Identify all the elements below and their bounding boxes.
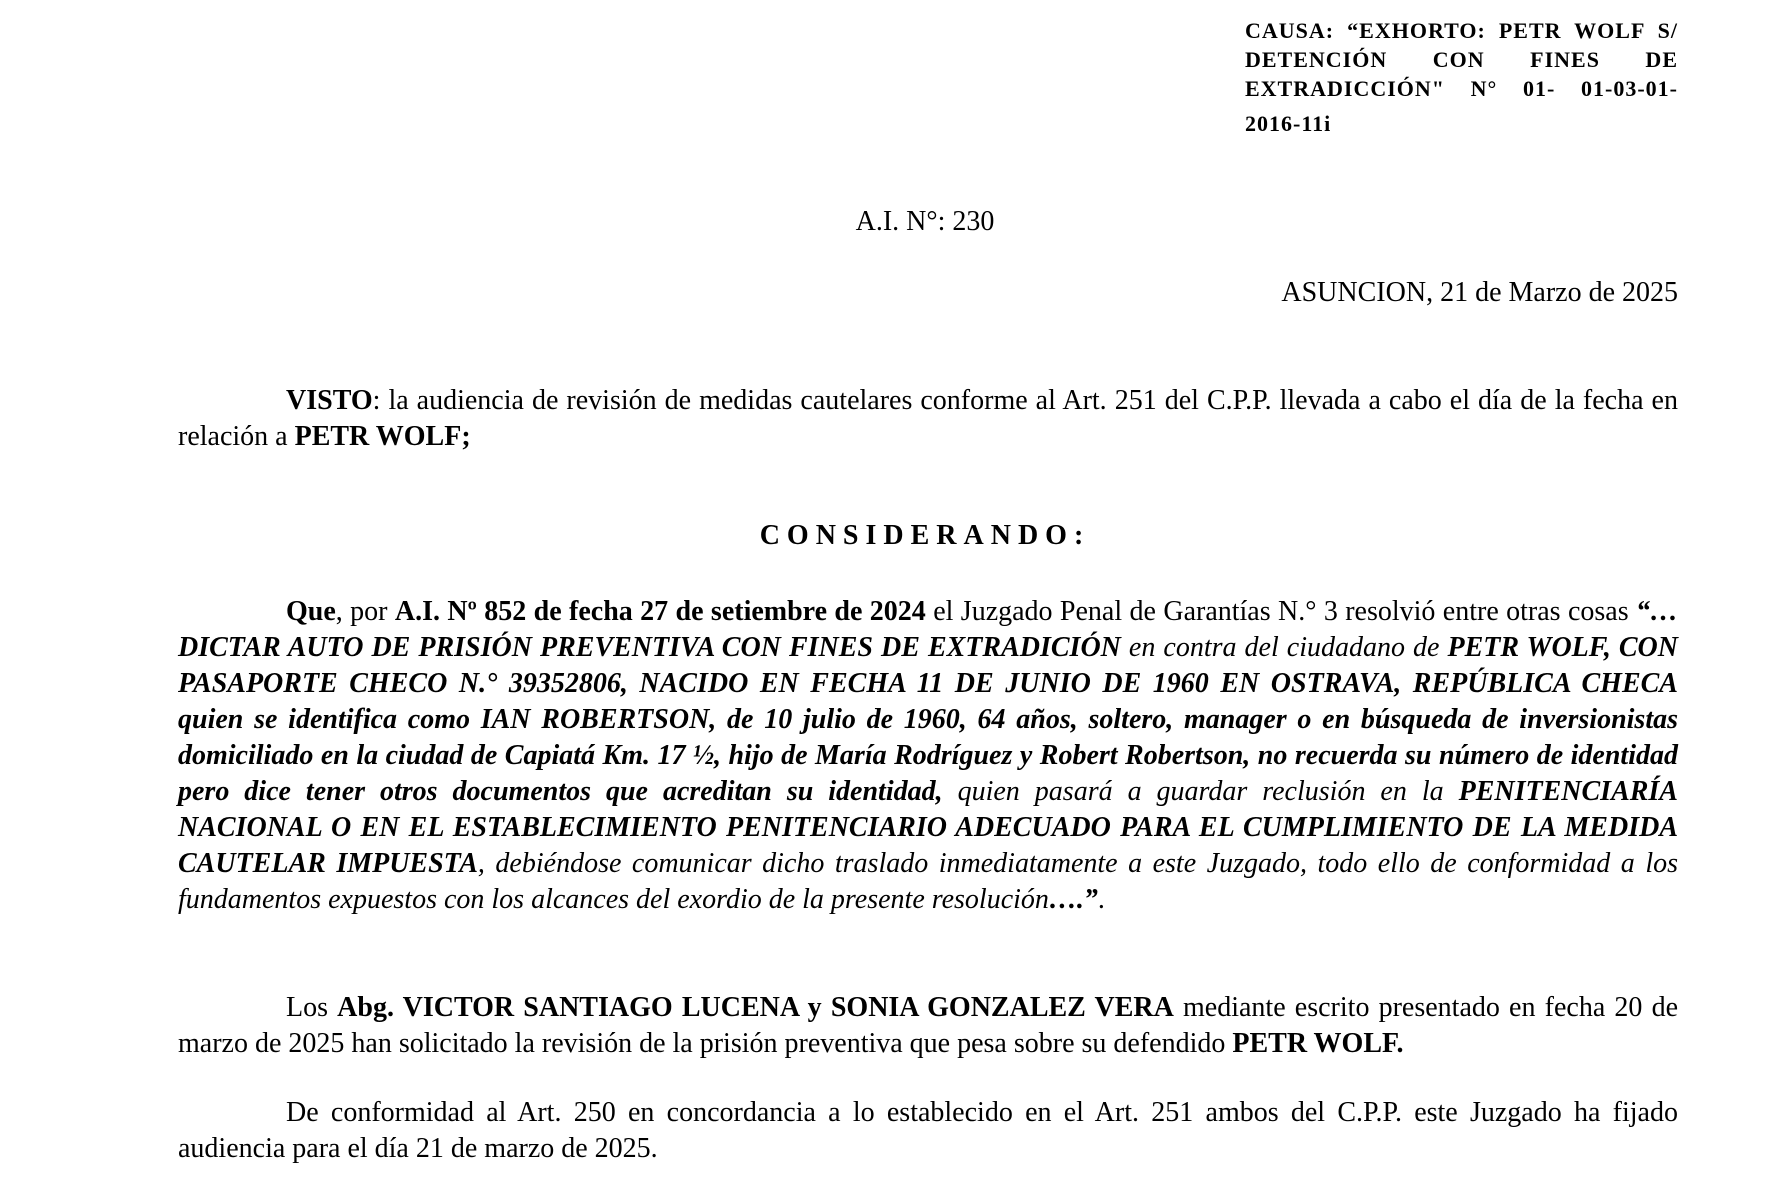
considerando-heading: CONSIDERANDO: <box>759 520 1091 551</box>
place-and-date: ASUNCION, 21 de Marzo de 2025 <box>1281 277 1678 308</box>
case-caption-line-3: EXTRADICCIÓN" N° 01- 01-03-01- <box>1245 76 1678 101</box>
los-defendant: PETR WOLF. <box>1232 1028 1404 1059</box>
que-label: Que <box>286 596 336 627</box>
que-text-2: el Juzgado Penal de Garantías N.° 3 resolvió entre otras cosas <box>925 596 1636 627</box>
los-text-1: Los <box>286 992 338 1023</box>
visto-name: PETR WOLF; <box>294 421 471 452</box>
quote-part-3: PETR WOLF, CON PASAPORTE CHECO N.° 39352806, NACIDO EN FECHA 11 DE JUNIO DE 1960 EN OSTRAVA, REPÚBLICA CHECA quien se identifica como IAN ROBERTSON, de 10 julio de 1960, 64 años, soltero, manager o en búsqueda de inversionistas domiciliado en la ciudad de Capiatá Km. 17 ½, hijo de María Rodríguez y Robert Robertson, no recuerda su número de identidad pero dice tener otros documentos que acreditan su identidad, <box>178 632 1678 807</box>
que-text-1: , por <box>335 596 395 627</box>
quote-part-8: . <box>1097 884 1105 915</box>
case-caption-line-1: CAUSA: “EXHORTO: PETR WOLF S/ <box>1245 18 1678 43</box>
quote-part-4: quien pasará a guardar reclusión en la <box>942 776 1459 807</box>
visto-label: VISTO <box>286 385 373 416</box>
que-ai-reference: A.I. Nº 852 de fecha 27 de setiembre de 2024 <box>394 596 926 627</box>
quote-part-1: “…DICTAR AUTO DE PRISIÓN PREVENTIVA CON FINES DE EXTRADICIÓN <box>178 596 1678 663</box>
los-lawyers: Abg. VICTOR SANTIAGO LUCENA y SONIA GONZALEZ VERA <box>337 992 1174 1023</box>
quote-part-6: , debiéndose comunicar dicho traslado inmediatamente a este Juzgado, todo ello de conformidad a los fundamentos expuestos con los alcances del exordio de la presente resolución <box>178 848 1678 915</box>
quote-part-7: ….” <box>1048 884 1098 915</box>
conformidad-paragraph <box>178 1095 1678 1167</box>
visto-paragraph <box>178 383 1678 455</box>
quote-part-5: PENITENCIARÍA NACIONAL O EN EL ESTABLECIMIENTO PENITENCIARIO ADECUADO PARA EL CUMPLIMIENTO DE LA MEDIDA CAUTELAR IMPUESTA <box>178 776 1678 879</box>
los-text-2: mediante escrito presentado en fecha 20 de marzo de 2025 han solicitado la revisión de la prisión preventiva que pesa sobre su defendido <box>178 992 1679 1059</box>
case-caption-line-4: 2016-11i <box>1245 111 1332 136</box>
los-paragraph <box>178 990 1678 1062</box>
quote-part-2: en contra del ciudadano de <box>1120 632 1448 663</box>
visto-text: : la audiencia de revisión de medidas cautelares conforme al Art. 251 del C.P.P. llevada a cabo el día de la fecha en relación a <box>178 385 1678 452</box>
case-caption-line-2: DETENCIÓN CON FINES DE <box>1245 47 1678 72</box>
conformidad-text: De conformidad al Art. 250 en concordancia a lo establecido en el Art. 251 ambos del C.P.P. este Juzgado ha fijado audiencia para el día 21 de marzo de 2025. <box>178 1097 1678 1164</box>
que-paragraph <box>178 594 1678 918</box>
resolution-number: A.I. N°: 230 <box>855 206 995 237</box>
case-caption <box>1245 16 1678 138</box>
